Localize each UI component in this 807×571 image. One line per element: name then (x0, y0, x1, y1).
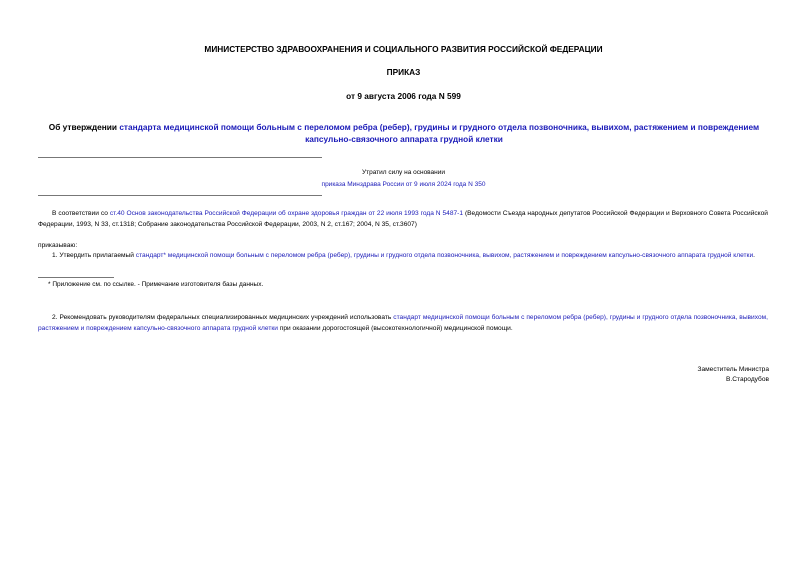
status-note: Утратил силу на основании (361, 169, 446, 176)
status-cancel-link[interactable]: приказа Минздрава России от 9 июля 2024 года N 350 (321, 181, 486, 188)
divider-bottom (38, 195, 322, 196)
footnote: * Приложение см. по ссылке. - Примечание изготовителя базы данных. (48, 281, 264, 288)
basis-law-link[interactable]: ст.40 Основ законодательства Российской Федерации об охране здоровья граждан от 22 июля 1993 года N 5487-1 (109, 210, 464, 217)
item-2-prefix: 2. Рекомендовать руководителям федеральных специализированных медицинских учреждений использовать (52, 314, 394, 321)
signature-position: Заместитель Министра (697, 366, 769, 373)
item-1-prefix: 1. Утвердить прилагаемый (52, 252, 136, 259)
item-2-paragraph (38, 313, 768, 334)
ministry-title: МИНИСТЕРСТВО ЗДРАВООХРАНЕНИЯ И СОЦИАЛЬНОГО РАЗВИТИЯ РОССИЙСКОЙ ФЕДЕРАЦИИ (204, 44, 603, 54)
order-date: от 9 августа 2006 года N 599 (346, 91, 461, 101)
order-subject (48, 121, 760, 145)
basis-paragraph (38, 209, 768, 230)
basis-suffix: (Ведомости Съезда народных депутатов Российской Федерации и Верховного Совета Российской Федерации, 1993, N 33, ст.1318; Собрание законодательства Российской Федерации, 2003, N 2, ст.167; 2004, N 35, ст.3607) (38, 210, 768, 228)
subject-standard-link[interactable]: стандарта медицинской помощи больным с переломом ребра (ребер), грудины и грудного отдела позвоночника, вывихом, растяжением и повреждением капсульно-связочного аппарата грудной клетки (119, 122, 760, 144)
orders-word: приказываю: (38, 242, 78, 249)
basis-prefix: В соответствии со (52, 210, 110, 217)
divider-top (38, 157, 322, 158)
item-1-standard-link[interactable]: стандарт* медицинской помощи больным с переломом ребра (ребер), грудины и грудного отдела позвоночника, вывихом, растяжением и повреждением капсульно-связочного аппарата грудной клетки (135, 252, 754, 259)
item-1-paragraph (38, 251, 768, 262)
order-heading: ПРИКАЗ (386, 67, 421, 77)
item-2-standard-link[interactable]: стандарт медицинской помощи больным с переломом ребра (ребер), грудины и грудного отдела позвоночника, вывихом, растяжением и повреждением капсульно-связочного аппарата грудной клетки (38, 314, 768, 332)
item-2-suffix: при оказании дорогостоящей (высокотехнологичной) медицинской помощи. (277, 324, 513, 332)
footnote-divider (38, 277, 114, 278)
signature-name: В.Стародубов (726, 376, 769, 383)
subject-prefix: Об утверждении (48, 122, 120, 132)
item-1-suffix: . (753, 252, 755, 259)
